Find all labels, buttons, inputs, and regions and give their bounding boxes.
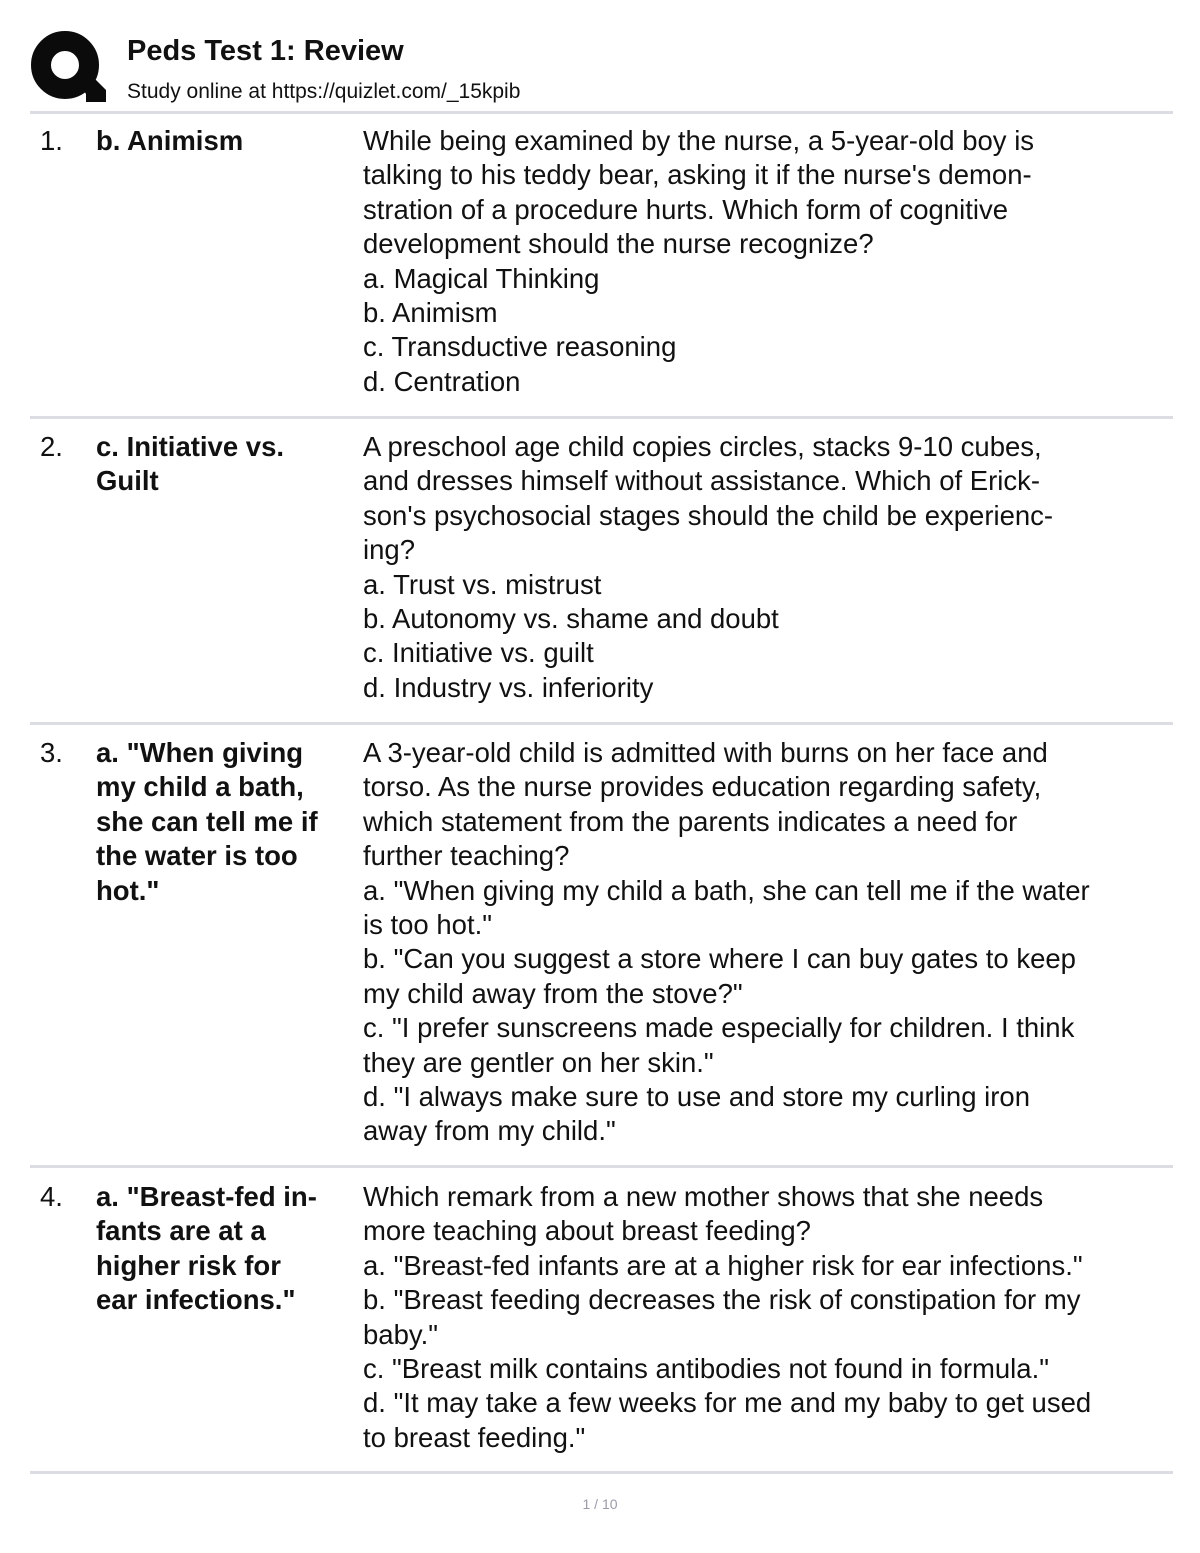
row-divider (30, 1471, 1173, 1474)
row-divider (30, 1165, 1173, 1168)
card-number: 3. (40, 737, 63, 768)
row-divider (30, 722, 1173, 725)
card-number: 1. (40, 125, 63, 156)
card-term: a. "When giving my child a bath, she can tell me if the water is too hot." (96, 737, 318, 906)
study-online-link[interactable]: Study online at https://quizlet.com/_15kpib (127, 80, 521, 103)
page-title: Peds Test 1: Review (127, 35, 404, 67)
card-definition: Which remark from a new mother shows that she needs more teaching about breast feeding? a. "Breast-fed infants are at a higher risk for ear infections." b. "Breast feeding decreases the risk of constipation for my baby." c. "Breast milk contains antibodies not found in formula." d. "It may take a few weeks for me and my baby to get used to breast feeding." (363, 1181, 1092, 1453)
row-divider (30, 416, 1173, 419)
card-definition: A preschool age child copies circles, stacks 9-10 cubes, and dresses himself without assistance. Which of Erick- son's psychosocial stages should the child be experienc- ing? a. Trust vs. mistrust b. Autonomy vs. shame and doubt c. Initiative vs. guilt d. Industry vs. inferiority (363, 431, 1054, 703)
quizlet-q-logo-icon (30, 28, 106, 104)
page-indicator: 1 / 10 (582, 1496, 618, 1512)
card-definition: While being examined by the nurse, a 5-year-old boy is talking to his teddy bear, asking it if the nurse's demon- stration of a procedure hurts. Which form of cognitive development should the nurse recognize? a. Magical Thinking b. Animism c. Transductive reasoning d. Centration (363, 125, 1035, 397)
card-number: 2. (40, 431, 63, 462)
card-term: a. "Breast-fed in- fants are at a higher risk for ear infections." (96, 1181, 317, 1316)
header-divider (30, 111, 1173, 114)
card-term: c. Initiative vs. Guilt (96, 431, 285, 497)
card-definition: A 3-year-old child is admitted with burns on her face and torso. As the nurse provides education regarding safety, which statement from the parents indicates a need for further teaching? a. "When giving my child a bath, she can tell me if the water is too hot." b. "Can you suggest a store where I can buy gates to keep my child away from the stove?" c. "I prefer sunscreens made especially for children. I think they are gentler on her skin." d. "I always make sure to use and store my curling iron away from my child." (363, 737, 1090, 1147)
card-term: b. Animism (96, 125, 244, 156)
card-number: 4. (40, 1181, 63, 1212)
